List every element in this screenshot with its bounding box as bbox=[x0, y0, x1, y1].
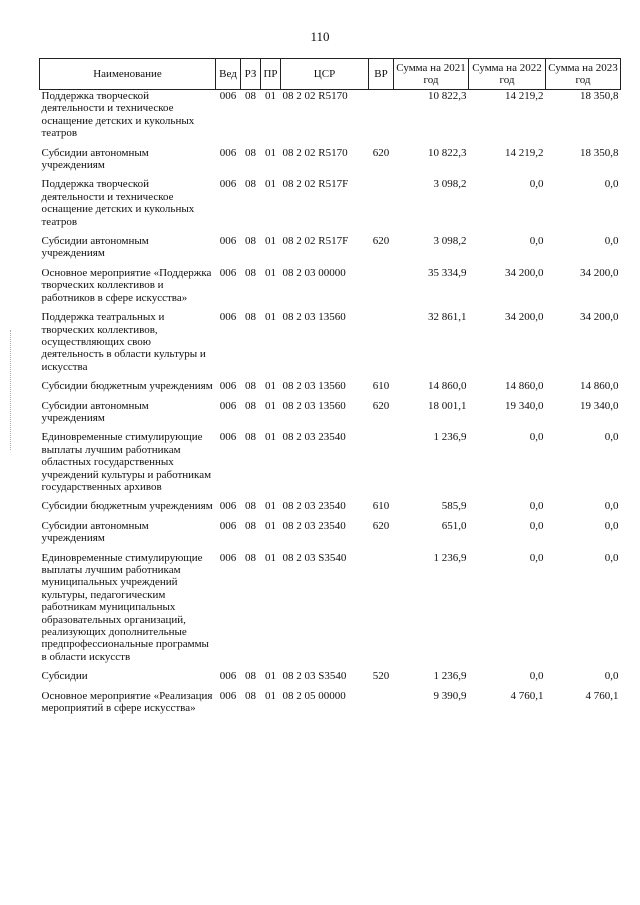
header-vr: ВР bbox=[369, 59, 394, 90]
table-row bbox=[40, 670, 621, 689]
cell-rz: 08 bbox=[245, 670, 256, 683]
table-body bbox=[40, 90, 621, 722]
cell-pr: 01 bbox=[265, 90, 276, 102]
cell-pr: 01 bbox=[265, 689, 276, 702]
cell-sum-2023: 0,0 bbox=[604, 551, 619, 564]
cell-name: Единовременные стимулирующие выплаты лучшим работникам областных государственных учреждений культуры и работникам государственных архивов bbox=[41, 431, 212, 493]
cell-vr bbox=[369, 311, 394, 380]
table-row bbox=[40, 90, 621, 147]
cell-name: Поддержка творческой деятельности и техническое оснащение детских и кукольных театров bbox=[41, 90, 195, 140]
cell-csr: 08 2 03 13560 bbox=[282, 399, 346, 412]
cell-pr: 01 bbox=[265, 431, 276, 444]
cell-sum-2023: 34 200,0 bbox=[580, 266, 619, 279]
cell-ved: 006 bbox=[219, 311, 237, 324]
cell-sum-2022: 34 200,0 bbox=[505, 266, 544, 279]
table-row bbox=[40, 520, 621, 552]
cell-sum-2022: 0,0 bbox=[529, 235, 544, 248]
cell-vr: 610 bbox=[372, 380, 390, 393]
cell-csr: 08 2 03 00000 bbox=[282, 266, 346, 279]
cell-ved: 006 bbox=[219, 146, 237, 159]
cell-rz: 08 bbox=[245, 500, 256, 513]
cell-ved: 006 bbox=[219, 90, 237, 102]
cell-pr: 01 bbox=[265, 178, 276, 191]
header-rz: РЗ bbox=[241, 59, 261, 90]
cell-sum-2022: 0,0 bbox=[529, 519, 544, 532]
cell-sum-2022: 0,0 bbox=[529, 551, 544, 564]
cell-pr: 01 bbox=[265, 399, 276, 412]
cell-sum-2021: 651,0 bbox=[441, 519, 467, 532]
cell-sum-2021: 10 822,3 bbox=[428, 90, 467, 102]
cell-sum-2022: 19 340,0 bbox=[505, 399, 544, 412]
cell-ved: 006 bbox=[219, 399, 237, 412]
cell-rz: 08 bbox=[245, 551, 256, 564]
table-row bbox=[40, 380, 621, 399]
table-row bbox=[40, 311, 621, 380]
cell-rz: 08 bbox=[245, 266, 256, 279]
cell-ved: 006 bbox=[219, 235, 237, 248]
cell-name: Субсидии автономным учреждениям bbox=[41, 146, 149, 172]
cell-pr: 01 bbox=[265, 500, 276, 513]
cell-name: Субсидии автономным учреждениям bbox=[41, 519, 149, 545]
cell-csr: 08 2 02 R517F bbox=[282, 178, 349, 191]
cell-vr: 620 bbox=[372, 146, 390, 159]
cell-sum-2023: 0,0 bbox=[604, 431, 619, 444]
cell-sum-2023: 0,0 bbox=[604, 235, 619, 248]
cell-name: Субсидии бюджетным учреждениям bbox=[41, 500, 213, 513]
cell-pr: 01 bbox=[265, 670, 276, 683]
cell-csr: 08 2 03 13560 bbox=[282, 380, 346, 393]
cell-rz: 08 bbox=[245, 235, 256, 248]
cell-csr: 08 2 02 R5170 bbox=[282, 90, 348, 102]
cell-ved: 006 bbox=[219, 689, 237, 702]
budget-table bbox=[39, 58, 621, 721]
cell-vr bbox=[369, 690, 394, 722]
cell-sum-2022: 14 860,0 bbox=[505, 380, 544, 393]
cell-sum-2022: 0,0 bbox=[529, 178, 544, 191]
cell-vr: 610 bbox=[372, 500, 390, 513]
cell-name: Поддержка творческой деятельности и техническое оснащение детских и кукольных театров bbox=[41, 178, 195, 228]
cell-vr: 620 bbox=[372, 235, 390, 248]
cell-vr bbox=[369, 178, 394, 235]
cell-name: Поддержка театральных и творческих коллективов, осуществляющих свою деятельность в области культуры и искусства bbox=[41, 311, 206, 373]
cell-sum-2022: 14 219,2 bbox=[505, 90, 544, 102]
cell-vr bbox=[369, 90, 394, 147]
cell-sum-2023: 4 760,1 bbox=[585, 689, 619, 702]
cell-ved: 006 bbox=[219, 551, 237, 564]
cell-vr: 620 bbox=[372, 399, 390, 412]
cell-ved: 006 bbox=[219, 500, 237, 513]
table-row bbox=[40, 178, 621, 235]
cell-vr: 520 bbox=[372, 670, 390, 683]
cell-csr: 08 2 03 23540 bbox=[282, 500, 346, 513]
header-name: Наименование bbox=[40, 59, 216, 90]
table-row bbox=[40, 267, 621, 311]
cell-ved: 006 bbox=[219, 519, 237, 532]
cell-pr: 01 bbox=[265, 551, 276, 564]
cell-sum-2022: 4 760,1 bbox=[510, 689, 544, 702]
cell-sum-2023: 0,0 bbox=[604, 519, 619, 532]
table-row bbox=[40, 400, 621, 432]
cell-csr: 08 2 05 00000 bbox=[282, 689, 346, 702]
cell-ved: 006 bbox=[219, 431, 237, 444]
cell-name: Субсидии автономным учреждениям bbox=[41, 399, 149, 424]
cell-rz: 08 bbox=[245, 146, 256, 159]
cell-rz: 08 bbox=[245, 380, 256, 393]
cell-sum-2021: 1 236,9 bbox=[433, 670, 467, 683]
scan-margin-marks bbox=[10, 330, 14, 450]
header-pr: ПР bbox=[261, 59, 281, 90]
cell-csr: 08 2 03 S3540 bbox=[282, 551, 347, 564]
cell-sum-2023: 19 340,0 bbox=[580, 399, 619, 412]
cell-pr: 01 bbox=[265, 519, 276, 532]
cell-sum-2021: 32 861,1 bbox=[428, 311, 467, 324]
header-csr: ЦСР bbox=[281, 59, 369, 90]
cell-rz: 08 bbox=[245, 689, 256, 702]
cell-vr: 620 bbox=[372, 519, 390, 532]
header-sum-2022: Сумма на 2022 год bbox=[469, 59, 546, 90]
cell-ved: 006 bbox=[219, 178, 237, 191]
cell-name: Субсидии bbox=[41, 670, 88, 683]
cell-sum-2022: 34 200,0 bbox=[505, 311, 544, 324]
table-row bbox=[40, 147, 621, 179]
cell-csr: 08 2 02 R5170 bbox=[282, 146, 348, 159]
header-sum-2023: Сумма на 2023 год bbox=[546, 59, 621, 90]
cell-vr bbox=[369, 431, 394, 500]
cell-sum-2021: 585,9 bbox=[441, 500, 467, 513]
cell-pr: 01 bbox=[265, 235, 276, 248]
cell-name: Основное мероприятие «Поддержка творческих коллективов и работников в сфере искусства» bbox=[41, 266, 212, 304]
cell-sum-2022: 0,0 bbox=[529, 670, 544, 683]
cell-rz: 08 bbox=[245, 178, 256, 191]
cell-sum-2023: 0,0 bbox=[604, 178, 619, 191]
table-row bbox=[40, 431, 621, 500]
table-row bbox=[40, 690, 621, 722]
cell-ved: 006 bbox=[219, 380, 237, 393]
cell-pr: 01 bbox=[265, 146, 276, 159]
cell-csr: 08 2 03 23540 bbox=[282, 519, 346, 532]
cell-sum-2023: 18 350,8 bbox=[580, 146, 619, 159]
cell-sum-2021: 18 001,1 bbox=[428, 399, 467, 412]
cell-sum-2021: 3 098,2 bbox=[433, 235, 467, 248]
cell-csr: 08 2 03 23540 bbox=[282, 431, 346, 444]
table-row bbox=[40, 552, 621, 671]
cell-csr: 08 2 02 R517F bbox=[282, 235, 349, 248]
header-sum-2021: Сумма на 2021 год bbox=[394, 59, 469, 90]
cell-sum-2021: 1 236,9 bbox=[433, 431, 467, 444]
cell-ved: 006 bbox=[219, 670, 237, 683]
cell-rz: 08 bbox=[245, 519, 256, 532]
cell-pr: 01 bbox=[265, 311, 276, 324]
cell-name: Субсидии автономным учреждениям bbox=[41, 235, 149, 260]
table-row bbox=[40, 235, 621, 267]
cell-sum-2021: 9 390,9 bbox=[433, 689, 467, 702]
cell-sum-2021: 1 236,9 bbox=[433, 551, 467, 564]
cell-rz: 08 bbox=[245, 431, 256, 444]
cell-sum-2023: 34 200,0 bbox=[580, 311, 619, 324]
cell-rz: 08 bbox=[245, 399, 256, 412]
cell-csr: 08 2 03 13560 bbox=[282, 311, 346, 324]
cell-sum-2021: 14 860,0 bbox=[428, 380, 467, 393]
table-header-row bbox=[40, 59, 621, 90]
header-ved: Вед bbox=[216, 59, 241, 90]
cell-pr: 01 bbox=[265, 380, 276, 393]
cell-pr: 01 bbox=[265, 266, 276, 279]
cell-sum-2021: 35 334,9 bbox=[428, 266, 467, 279]
page-number: 110 bbox=[310, 29, 330, 44]
cell-sum-2023: 18 350,8 bbox=[580, 90, 619, 102]
cell-csr: 08 2 03 S3540 bbox=[282, 670, 347, 683]
cell-vr bbox=[369, 267, 394, 311]
cell-sum-2023: 0,0 bbox=[604, 670, 619, 683]
cell-name: Субсидии бюджетным учреждениям bbox=[41, 380, 213, 393]
cell-sum-2023: 14 860,0 bbox=[580, 380, 619, 393]
cell-sum-2021: 3 098,2 bbox=[433, 178, 467, 191]
cell-sum-2023: 0,0 bbox=[604, 500, 619, 513]
cell-ved: 006 bbox=[219, 266, 237, 279]
cell-name: Единовременные стимулирующие выплаты лучшим работникам муниципальных учреждений культуры, педагогическим работникам муниципальных образовательных организаций, реализующих дополнительные предпрофессиональные программы в области искусств bbox=[41, 551, 209, 663]
cell-sum-2021: 10 822,3 bbox=[428, 146, 467, 159]
table-row bbox=[40, 500, 621, 519]
cell-vr bbox=[369, 552, 394, 671]
cell-sum-2022: 0,0 bbox=[529, 500, 544, 513]
cell-name: Основное мероприятие «Реализация мероприятий в сфере искусства» bbox=[41, 689, 213, 715]
cell-rz: 08 bbox=[245, 90, 256, 102]
cell-sum-2022: 0,0 bbox=[529, 431, 544, 444]
cell-rz: 08 bbox=[245, 311, 256, 324]
cell-sum-2022: 14 219,2 bbox=[505, 146, 544, 159]
